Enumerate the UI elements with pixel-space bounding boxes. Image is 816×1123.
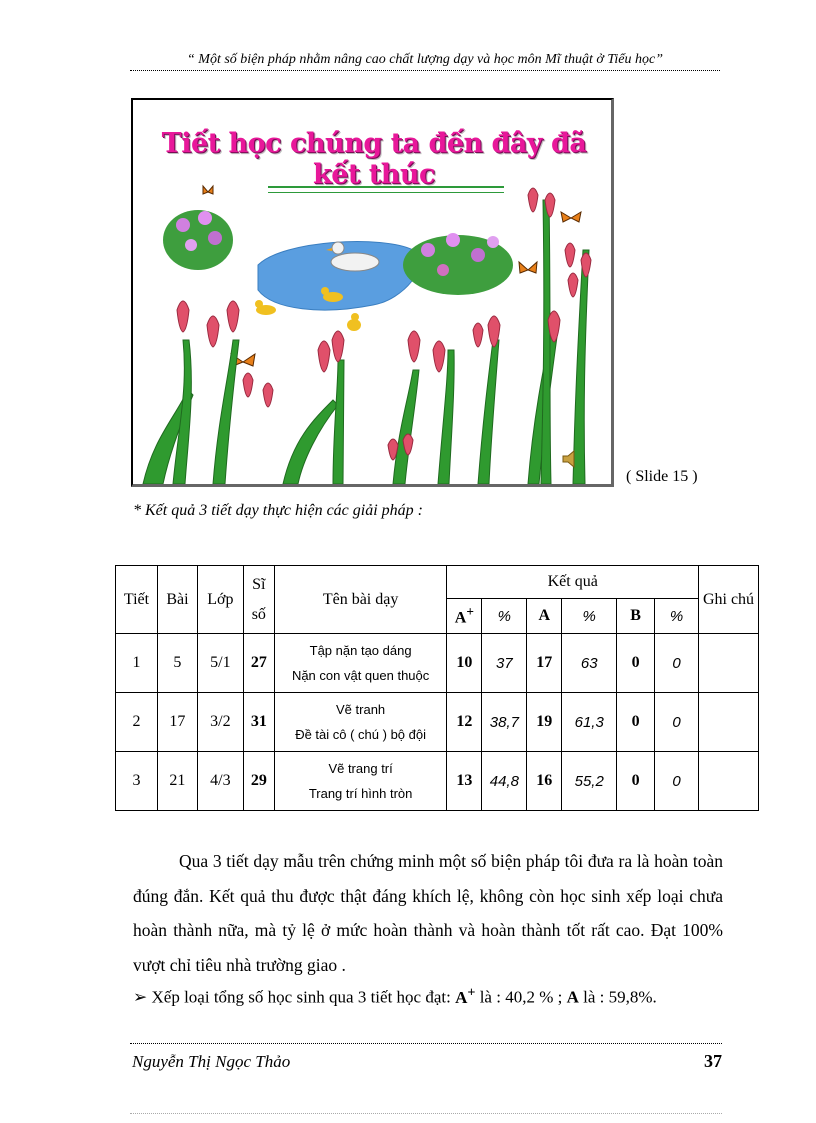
- header-b: B: [617, 599, 655, 634]
- cell-a: 16: [527, 752, 562, 811]
- cell-b-pct: 0: [655, 634, 699, 693]
- cell-a-pct: 61,3: [562, 693, 617, 752]
- header-lop: Lớp: [197, 566, 243, 634]
- header-a: A: [527, 599, 562, 634]
- bottom-divider: [130, 1113, 722, 1114]
- header-bai: Bài: [157, 566, 197, 634]
- table-row: [116, 693, 759, 752]
- cell-b: 0: [617, 693, 655, 752]
- header-pct-3: %: [655, 599, 699, 634]
- cell-bai: 5: [157, 634, 197, 693]
- conclusion-paragraph: Qua 3 tiết dạy mẫu trên chứng minh một số biện pháp tôi đưa ra là hoàn toàn đúng đắn. Kết quả thu được thật đáng khích lệ, không còn học sinh xếp loại chưa hoàn thành nữa, mà tỷ lệ ở mức hoàn thành và hoàn thành tốt rất cao. Đạt 100% vượt chỉ tiêu nhà trường giao .: [133, 851, 723, 975]
- cell-b: 0: [617, 634, 655, 693]
- header-pct-1: %: [482, 599, 527, 634]
- cell-bai: 21: [157, 752, 197, 811]
- slide-title: Tiết học chúng ta đến đây đã kết thúc: [161, 128, 587, 190]
- slide-caption: ( Slide 15 ): [626, 468, 698, 485]
- slide-title-underline: [268, 186, 504, 193]
- header-ten-bai-day: Tên bài dạy: [274, 566, 447, 634]
- cell-si-so: 27: [243, 634, 274, 693]
- author-name: Nguyễn Thị Ngọc Thảo: [132, 1052, 291, 1071]
- slide-image: [131, 98, 614, 487]
- cell-lop: 3/2: [197, 693, 243, 752]
- header-a-plus: A+: [447, 599, 482, 634]
- summary-prefix: Xếp loại tổng số học sinh qua 3 tiết học đạt:: [151, 987, 451, 1007]
- cell-lop: 5/1: [197, 634, 243, 693]
- cell-a-plus-pct: 44,8: [482, 752, 527, 811]
- summary-a-plus-value: là : 40,2 % ;: [479, 987, 563, 1007]
- cell-note: [699, 752, 759, 811]
- header-ghi-chu: Ghi chú: [699, 566, 759, 634]
- summary-a-label: A: [566, 987, 579, 1007]
- cell-a-plus: 13: [447, 752, 482, 811]
- summary-a-plus-label: A+: [455, 984, 476, 1007]
- cell-a-pct: 55,2: [562, 752, 617, 811]
- header-pct-2: %: [562, 599, 617, 634]
- cell-b-pct: 0: [655, 693, 699, 752]
- cell-a: 17: [527, 634, 562, 693]
- cell-b-pct: 0: [655, 752, 699, 811]
- header-ket-qua: Kết quả: [447, 566, 699, 599]
- results-table: [115, 565, 759, 811]
- cell-si-so: 31: [243, 693, 274, 752]
- cell-a-plus-pct: 38,7: [482, 693, 527, 752]
- page-number: 37: [704, 1051, 722, 1071]
- header-si-so: Sĩ số: [243, 566, 274, 634]
- cell-a-plus: 10: [447, 634, 482, 693]
- speaker-icon: [563, 451, 574, 467]
- running-header: “ Một số biện pháp nhằm nâng cao chất lượng dạy và học môn Mĩ thuật ở Tiểu học”: [130, 52, 720, 71]
- arrow-bullet-icon: ➢: [133, 987, 148, 1007]
- cell-lesson: Vẽ tranh Đề tài cô ( chú ) bộ đội: [274, 693, 447, 752]
- table-row: [116, 634, 759, 693]
- cell-note: [699, 634, 759, 693]
- summary-a-value: là : 59,8%.: [583, 987, 657, 1007]
- cell-tiet: 3: [116, 752, 158, 811]
- cell-lesson: Vẽ trang trí Trang trí hình tròn: [274, 752, 447, 811]
- cell-tiet: 1: [116, 634, 158, 693]
- cell-a-pct: 63: [562, 634, 617, 693]
- table-row: [116, 752, 759, 811]
- cell-a: 19: [527, 693, 562, 752]
- summary-bullet: [133, 984, 733, 1008]
- cell-tiet: 2: [116, 693, 158, 752]
- cell-bai: 17: [157, 693, 197, 752]
- cell-si-so: 29: [243, 752, 274, 811]
- cell-lop: 4/3: [197, 752, 243, 811]
- cell-b: 0: [617, 752, 655, 811]
- cell-lesson: Tập nặn tạo dáng Nặn con vật quen thuộc: [274, 634, 447, 693]
- cell-note: [699, 693, 759, 752]
- header-tiet: Tiết: [116, 566, 158, 634]
- cell-a-plus: 12: [447, 693, 482, 752]
- table-header-row: [116, 566, 759, 599]
- results-heading: * Kết quả 3 tiết dạy thực hiện các giải pháp :: [133, 502, 423, 519]
- cell-a-plus-pct: 37: [482, 634, 527, 693]
- page-footer: [130, 1043, 722, 1074]
